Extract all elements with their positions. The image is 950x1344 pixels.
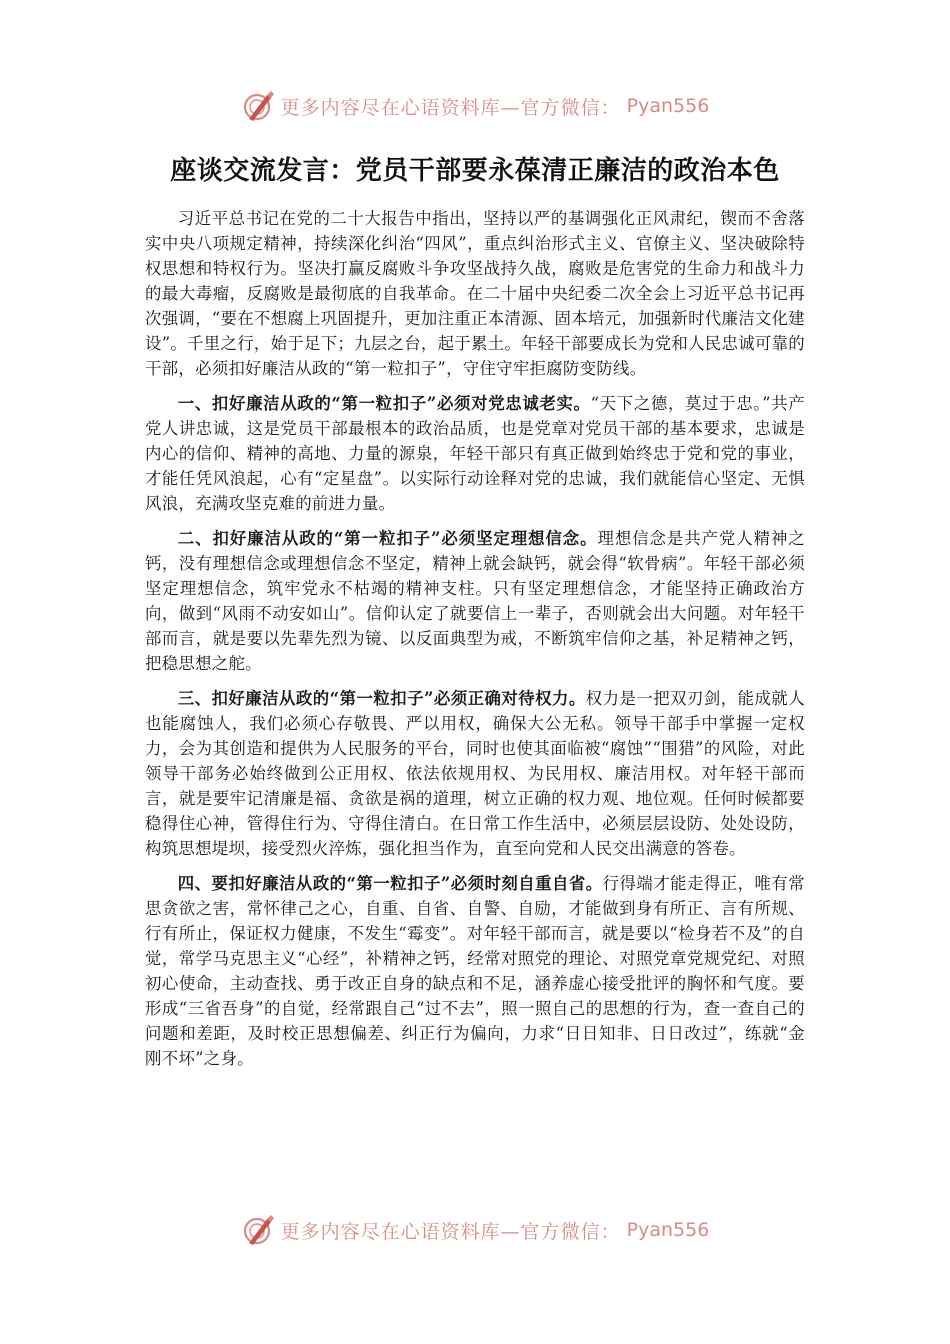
paragraph-lead: 三、扣好廉洁从政的“第一粒扣子”必须正确对待权力。: [177, 689, 586, 708]
watermark-text: 更多内容尽在心语资料库—官方微信：: [280, 96, 621, 119]
watermark-brand: Pyan556: [626, 95, 710, 117]
watermark-brand: Pyan556: [626, 1219, 710, 1241]
watermark-text: 更多内容尽在心语资料库—官方微信：: [280, 1220, 621, 1243]
paragraph-text: 行得端才能走得正，唯有常思贪欲之害，常怀律己之心，自重、自省、自警、自励，才能做到身有所正、言有所规、行有所止，保证权力健康，不发生“霉变”。对年轻干部而言，就是要以“检身若不及”的自觉，常学马克思主义“心经”，补精神之钙，经常对照党的理论、对照党章党规党纪、对照初心使命，主动查找、勇于改正自身的缺点和不足，涵养虚心接受批评的胸怀和气度。要形成“三省吾身”的自觉，经常跟自己“过不去”，照一照自己的思想的行为，查一查自己的问题和差距，及时校正思想偏差、纠正行为偏向，力求“日日知非、日日改过”，练就“金刚不坏”之身。: [145, 874, 806, 1068]
paragraph-text: “天下之德，莫过于忠。”共产党人讲忠诚，这是党员干部最根本的政治品质，也是党章对党员干部的基本要求，忠诚是内心的信仰、精神的高地、力量的源泉，年轻干部只有真正做到始终忠于党和党的事业，才能任凭风浪起，心有“定星盘”。以实际行动诠释对党的忠诚，我们就能信心坚定、无惧风浪，充满攻坚克难的前进力量。: [145, 394, 805, 513]
paragraph-section-4: [145, 871, 805, 1071]
paragraph-section-1: [145, 391, 805, 516]
paragraph-section-2: [145, 526, 805, 676]
paragraph-lead: 四、要扣好廉洁从政的“第一粒扣子”必须时刻自重自省。: [177, 874, 603, 893]
paragraph-lead: 二、扣好廉洁从政的“第一粒扣子”必须坚定理想信念。: [177, 529, 598, 548]
page-title: 座谈交流发言：党员干部要永葆清正廉洁的政治本色: [170, 156, 780, 186]
watermark-footer: [0, 1210, 950, 1250]
watermark-header: [0, 86, 950, 126]
pen-circle-logo-icon: [241, 1213, 275, 1247]
paragraph-lead: 一、扣好廉洁从政的“第一粒扣子”必须对党忠诚老实。: [177, 394, 591, 413]
document-body: [145, 206, 805, 1081]
paragraph-section-3: [145, 686, 805, 861]
paragraph-text: 权力是一把双刃剑，能成就人也能腐蚀人，我们必须心存敬畏、严以用权，确保大公无私。领导干部手中掌握一定权力，会为其创造和提供为人民服务的平台，同时也使其面临被“腐蚀”“围猎”的风险，对此领导干部务必始终做到公正用权、依法依规用权、为民用权、廉洁用权。对年轻干部而言，就是要牢记清廉是福、贪欲是祸的道理，树立正确的权力观、地位观。任何时候都要稳得住心神，管得住行为、守得住清白。在日常工作生活中，必须层层设防、处处设防，构筑思想堤坝，接受烈火淬炼，强化担当作为，直至向党和人民交出满意的答卷。: [145, 689, 805, 858]
paragraph-text: 习近平总书记在党的二十大报告中指出，坚持以严的基调强化正风肃纪，锲而不舍落实中央八项规定精神，持续深化纠治“四风”，重点纠治形式主义、官僚主义、坚决破除特权思想和特权行为。坚决打赢反腐败斗争攻坚战持久战，腐败是危害党的生命力和战斗力的最大毒瘤，反腐败是最彻底的自我革命。在二十届中央纪委二次全会上习近平总书记再次强调，“要在不想腐上巩固提升，更加注重正本清源、固本培元，加强新时代廉洁文化建设”。千里之行，始于足下；九层之台，起于累土。年轻干部要成长为党和人民忠诚可靠的干部，必须扣好廉洁从政的“第一粒扣子”，守住守牢拒腐防变防线。: [145, 209, 805, 378]
paragraph-text: 理想信念是共产党人精神之钙，没有理想信念或理想信念不坚定，精神上就会缺钙，就会得“软骨病”。年轻干部必须坚定理想信念，筑牢党永不枯竭的精神支柱。只有坚定理想信念，才能坚持正确政治方向，做到“风雨不动安如山”。信仰认定了就要信上一辈子，否则就会出大问题。对年轻干部而言，就是要以先辈先烈为镜、以反面典型为戒，不断筑牢信仰之基，补足精神之钙，把稳思想之舵。: [145, 529, 805, 673]
pen-circle-logo-icon: [241, 89, 275, 123]
paragraph-intro: [145, 206, 805, 381]
